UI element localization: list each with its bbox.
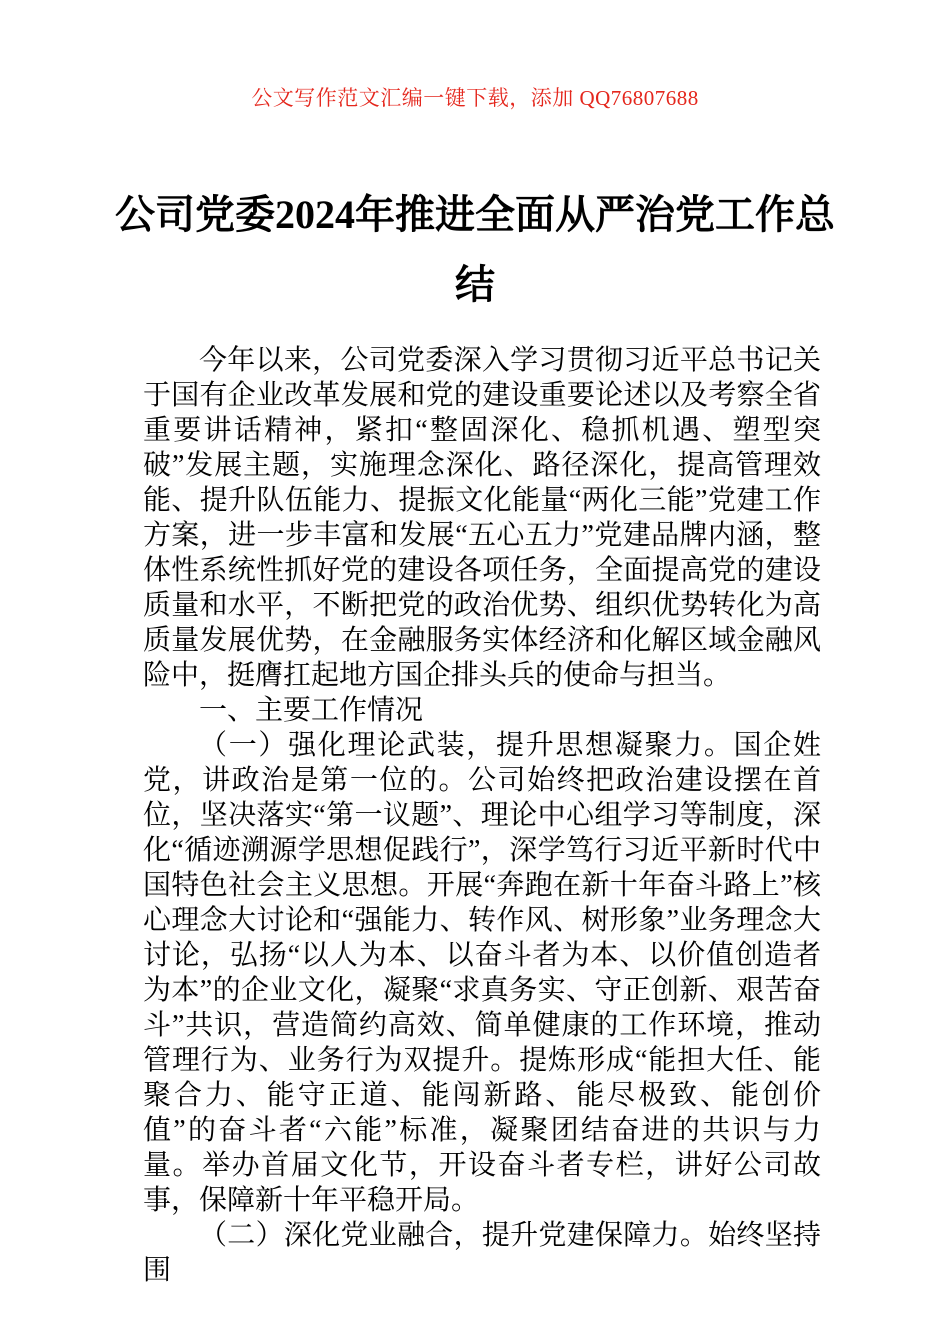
body-paragraph-section-1: （一）强化理论武装，提升思想凝聚力。国企姓党，讲政治是第一位的。公司始终把政治建设摆在首位，坚决落实“第一议题”、理论中心组学习等制度，深化“循迹溯源学思想促践行”，深学笃行习近平新时代中国特色社会主义思想。开展“奔跑在新十年奋斗路上”核心理念大讨论和“强能力、转作风、树形象”业务理念大讨论，弘扬“以人为本、以奋斗者为本、以价值创造者为本”的企业文化，凝聚“求真务实、守正创新、艰苦奋斗”共识，营造简约高效、简单健康的工作环境，推动管理行为、业务行为双提升。提炼形成“能担大任、能聚合力、能守正道、能闯新路、能尽极致、能创价值”的奋斗者“六能”标准，凝聚团结奋进的共识与力量。举办首届文化节，开设奋斗者专栏，讲好公司故事，保障新十年平稳开局。 (143, 730, 821, 1216)
body-paragraph-intro: 今年以来，公司党委深入学习贯彻习近平总书记关于国有企业改革发展和党的建设重要论述以及考察全省重要讲话精神，紧扣“整固深化、稳抓机遇、塑型突破”发展主题，实施理念深化、路径深化，提高管理效能、提升队伍能力、提振文化能量“两化三能”党建工作方案，进一步丰富和发展“五心五力”党建品牌内涵，整体性系统性抓好党的建设各项任务，全面提高党的建设质量和水平，不断把党的政治优势、组织优势转化为高质量发展优势，在金融服务实体经济和化解区域金融风险中，挺膺扛起地方国企排头兵的使命与担当。 (143, 345, 821, 691)
body-paragraph-section-2-partial: （二）深化党业融合，提升党建保障力。始终坚持围 (143, 1220, 821, 1286)
promo-banner: 公文写作范文汇编一键下载，添加 QQ76807688 (251, 86, 699, 110)
title-line-1: 公司党委2024年推进全面从严治党工作总 (115, 192, 835, 237)
document-body (0, 343, 950, 1288)
section-heading-main-work: 一、主要工作情况 (199, 695, 424, 726)
title-line-2: 结 (455, 262, 495, 307)
document-title (0, 180, 950, 320)
